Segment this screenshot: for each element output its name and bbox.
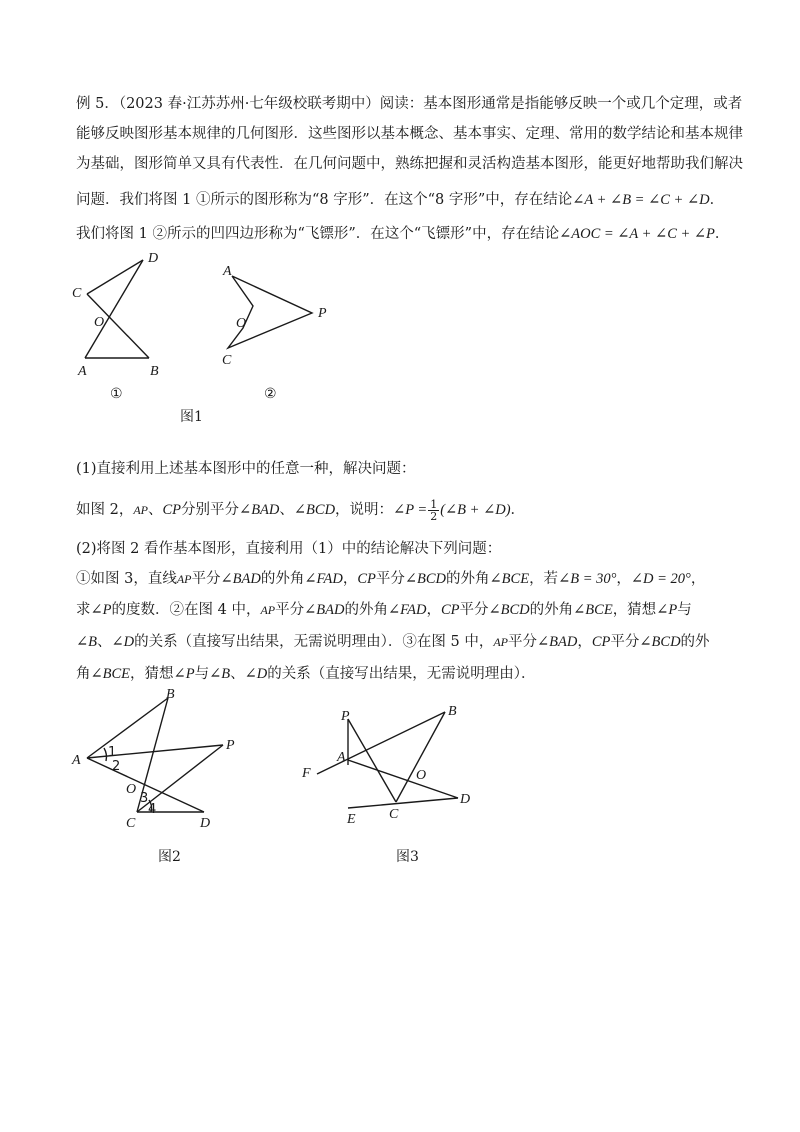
- p2l5-c: ，猜想: [130, 666, 174, 682]
- p2l3-o: ，猜想: [612, 602, 657, 618]
- part1-text-a: 如图 2，: [76, 502, 134, 518]
- p2l2-c: 平分: [191, 571, 221, 587]
- fig2-seg-ba: [87, 698, 168, 758]
- fig3-seg-bc: [396, 712, 445, 802]
- part1-fraction: [428, 499, 439, 522]
- part1-sep-1: 、: [148, 502, 163, 518]
- p2l3-bce: ∠BCE: [573, 602, 613, 618]
- fig2-angle-4: 4: [148, 802, 157, 817]
- fig1-caption-1: ①: [110, 387, 123, 402]
- fig3-pt-d: D: [460, 792, 471, 807]
- eight-shape-conclusion: ∠A + ∠B = ∠C + ∠D: [572, 192, 710, 208]
- p2l2-cp: CP: [357, 571, 376, 587]
- p2l2-k: 的外角: [446, 571, 490, 587]
- p2l2-i: 平分: [375, 571, 405, 587]
- p2l5-sep: 、: [230, 666, 245, 682]
- part1-text-b: 分别平分: [181, 502, 240, 518]
- p2l3-m: 的外角: [529, 602, 574, 618]
- part1-ap: AP: [133, 503, 149, 517]
- fig1-label: 图1: [180, 409, 203, 425]
- fig2-pt-d: D: [200, 816, 211, 831]
- dart-shape-conclusion: ∠AOC = ∠A + ∠C + ∠P: [559, 226, 715, 242]
- figure-2: [60, 685, 260, 835]
- fig3-pt-b: B: [448, 704, 457, 719]
- p2l4-ap: AP: [493, 635, 509, 649]
- p2l3-p: ∠P: [90, 602, 112, 618]
- intro-line-4: [76, 190, 736, 210]
- part1-formula-rhs: (∠B + ∠D): [440, 502, 511, 518]
- p2l4-text: 的关系（直接写出结果，无需说明理由）．③在图 5 中，: [134, 634, 494, 650]
- part1-title: (1)直接利用上述基本图形中的任意一种，解决问题：: [76, 461, 416, 477]
- part1-angle-bad: ∠BAD: [239, 502, 280, 518]
- intro-line-5-end: ．: [714, 226, 730, 242]
- fig3-pt-a: A: [337, 750, 346, 765]
- p2l3-k: 平分: [459, 602, 489, 618]
- fig3-label: 图3: [396, 849, 419, 865]
- p2l5-d: ∠D: [244, 666, 268, 682]
- fig2-angle-arc-a: [104, 748, 106, 761]
- p2l3-a: 求: [76, 602, 91, 618]
- fig2-pt-a: A: [72, 753, 81, 768]
- p2l4-j: 平分: [610, 634, 640, 650]
- fig1-pt-d: D: [148, 251, 159, 266]
- part2-title: (2)将图 2 看作基本图形，直接利用（1）中的结论解决下列问题：: [76, 541, 502, 557]
- p2l2-ap: AP: [176, 572, 192, 586]
- p2l5-a: 角: [76, 666, 91, 682]
- p2l5-e: 与: [194, 666, 210, 682]
- p2l4-bcd: ∠BCD: [639, 634, 681, 650]
- p2l3-c: 的度数．②在图 4 中，: [111, 602, 261, 618]
- intro-line-3: 为基础，图形简单又具有代表性．在几何问题中，熟练把握和灵活构造基本图形，能更好地帮助我们解决: [76, 156, 743, 172]
- fig1-dart-pt-p: P: [318, 306, 327, 321]
- part2-line-3: [76, 600, 736, 620]
- fig1-caption-2: ②: [264, 387, 277, 402]
- fig1-pt-a: A: [78, 364, 87, 379]
- fig1-dart-pt-c: C: [222, 353, 232, 368]
- intro-line-4-end: ．: [709, 192, 725, 208]
- fig3-pt-e: E: [347, 812, 356, 827]
- p2l5-p: ∠P: [173, 666, 195, 682]
- fig2-pt-b: B: [166, 687, 175, 702]
- p2l2-d20: ∠D = 20°: [630, 571, 691, 587]
- part1-cp: CP: [162, 502, 182, 518]
- p2l2-bce: ∠BCE: [489, 571, 530, 587]
- p2l4-h: ，: [577, 634, 592, 650]
- intro-line-4-text: 问题．我们将图 1 ①所示的图形称为“8 字形”．在这个“8 字形”中，存在结论: [76, 192, 573, 208]
- fig3-pt-c: C: [389, 807, 399, 822]
- intro-line-5: [76, 224, 736, 244]
- part1-angle-bcd: ∠BCD: [293, 502, 336, 518]
- p2l4-f: 平分: [508, 634, 538, 650]
- p2l4-sep: 、: [97, 634, 112, 650]
- fig3-line-pc: [348, 719, 396, 802]
- fig1-pt-b: B: [150, 364, 159, 379]
- part2-line-2: [76, 569, 736, 589]
- p2l2-a: ①如图 3，直线: [76, 571, 177, 587]
- fig1-dart-pt-a: A: [223, 264, 232, 279]
- fig2-angle-1: 1: [108, 745, 117, 760]
- part1-text-c: ，说明：: [335, 502, 394, 518]
- fig3-pt-p: P: [341, 709, 350, 724]
- p2l3-cp: CP: [440, 602, 460, 618]
- p2l2-bad: ∠BAD: [220, 571, 261, 587]
- part2-line-5: [76, 664, 736, 684]
- p2l3-fad: ∠FAD: [387, 602, 427, 618]
- fig1-seg-dc: [87, 260, 143, 294]
- fig1-dart-pt-o: O: [236, 316, 247, 331]
- fraction-denominator: 2: [430, 509, 438, 523]
- intro-line-2: 能够反映图形基本规律的几何图形．这些图形以基本概念、基本事实、定理、常用的数学结论和基本规律: [76, 126, 743, 142]
- p2l3-bcd: ∠BCD: [488, 602, 530, 618]
- p2l2-o: ，: [616, 571, 631, 587]
- p2l3-g: 的外角: [344, 602, 388, 618]
- p2l3-e: 平分: [275, 602, 305, 618]
- p2l5-i: 的关系（直接写出结果，无需说明理由）．: [267, 666, 536, 682]
- part2-line-4: [76, 632, 736, 652]
- p2l4-d: ∠D: [111, 634, 135, 650]
- figure-1: [60, 245, 360, 425]
- fig2-label: 图2: [158, 849, 181, 865]
- p2l2-b30: ∠B = 30°: [558, 571, 617, 587]
- p2l3-bad: ∠BAD: [304, 602, 345, 618]
- p2l3-q: 与: [677, 602, 692, 618]
- p2l2-g: ，: [342, 571, 358, 587]
- p2l4-b: ∠B: [76, 634, 98, 650]
- part1-formula-lhs: ∠P =: [393, 502, 428, 518]
- figure-3: [290, 700, 490, 830]
- p2l5-b: ∠B: [209, 666, 231, 682]
- p2l2-fad: ∠FAD: [304, 571, 343, 587]
- fig2-angle-3: 3: [140, 791, 149, 806]
- fig3-line-ed: [348, 798, 458, 808]
- p2l2-q: ，: [690, 571, 706, 587]
- part1-sep-2: 、: [279, 502, 294, 518]
- intro-line-1: 例 5．（2023 春·江苏苏州·七年级校联考期中）阅读：基本图形通常是指能够反映一个或几个定理，或者: [76, 96, 743, 112]
- p2l2-e: 的外角: [260, 571, 305, 587]
- fig3-pt-o: O: [416, 768, 427, 783]
- fig2-pt-p: P: [226, 738, 235, 753]
- part1-statement: [76, 496, 736, 524]
- p2l4-l: 的外: [680, 634, 710, 650]
- fig2-angle-2: 2: [112, 759, 121, 774]
- p2l3-i: ，: [426, 602, 441, 618]
- fig2-pt-c: C: [126, 816, 136, 831]
- fig1-pt-c: C: [72, 286, 82, 301]
- p2l2-bcd: ∠BCD: [404, 571, 447, 587]
- fig3-pt-f: F: [302, 766, 311, 781]
- fig2-pt-o: O: [126, 782, 137, 797]
- p2l5-bce: ∠BCE: [90, 666, 131, 682]
- intro-line-5-text: 我们将图 1 ②所示的凹四边形称为“飞镖形”．在这个“飞镖形”中，存在结论: [76, 226, 560, 242]
- fig3-seg-ad: [348, 760, 458, 798]
- part1-end: ．: [510, 502, 526, 518]
- p2l2-m: ，若: [529, 571, 559, 587]
- fig1-dart: [228, 276, 312, 348]
- p2l3-ap: AP: [260, 603, 276, 617]
- fraction-numerator: 1: [430, 497, 438, 511]
- p2l4-bad: ∠BAD: [537, 634, 578, 650]
- p2l3-p2: ∠P: [656, 602, 678, 618]
- p2l4-cp: CP: [591, 634, 611, 650]
- fig1-pt-o: O: [94, 315, 105, 330]
